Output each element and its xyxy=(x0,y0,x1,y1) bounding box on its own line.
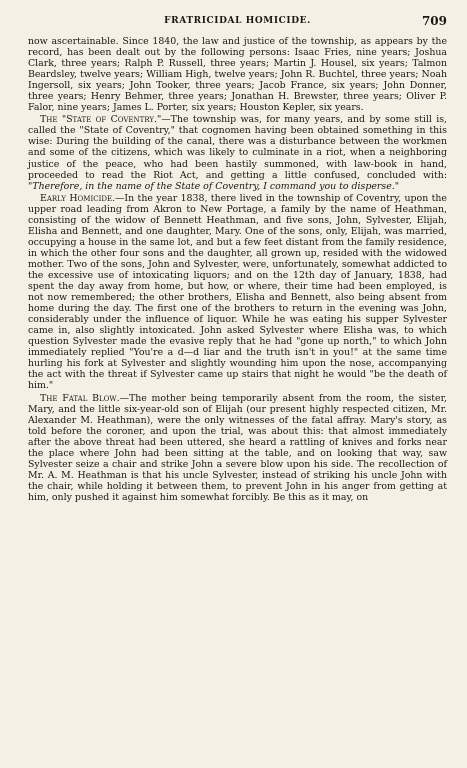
paragraph-text: —The township was, for many years, and by some still is, called the "State of Coventry," that cognomen having been obtained something in this wise: During the building of the canal, there was a disturbance between the workmen and some of the citizens, which was likely to culminate in a riot, when a neighboring justice of the peace, who had been hastily summoned, with law-book in hand, proceeded to read the Riot Act, and getting a little confused, concluded with: xyxy=(28,114,447,181)
paragraph-fatal-blow xyxy=(28,393,447,503)
running-head: FRATRICIDAL HOMICIDE. xyxy=(164,16,311,26)
paragraph-text: —In the year 1838, there lived in the township of Coventry, upon the upper road leading from Akron to New Portage, a family by the name of Heathman, consisting of the widow of Bennett Heathman, and five sons, John, Sylvester, Elijah, Elisha and Bennett, and one daughter, Mary. One of the sons, only, Elijah, was married, occupying a house in the same lot, and but a few feet distant from the family residence, in which the other four sons and the daughter, all grown up, resided with the widowed mother. Two of the sons, John and Sylvester, were, unfortunately, somewhat addicted to the excessive use of intoxicating liquors; and on the 12th day of January, 1838, had spent the day away from home, but how, or where, their time had been employed, is not now remembered; the other brothers, Elisha and Bennett, also being absent from home during the day. The first one of the brothers to return in the evening was John, considerably under the influence of liquor. While he was eating his supper Sylvester came in, also slightly intoxicated. John asked Sylvester where Elisha was, to which question Sylvester made the evasive reply that he had "gone up north," to which John immediately replied "You're a d—d liar and the truth isn't in you!" at the same time hurling his fork at Sylvester and slightly wounding him upon the nose, accompanying the act with the threat if Sylvester came up stairs that night he would "be the death of him." xyxy=(28,192,447,392)
italic-quote: "Therefore, in the name of the State of Coventry, I command you to disperse." xyxy=(28,180,400,192)
paragraph-early-homicide xyxy=(28,193,447,392)
section-heading: Early Homicide. xyxy=(40,192,116,204)
paragraph-justices xyxy=(28,36,447,113)
paragraph-state-of-coventry xyxy=(28,114,447,191)
paragraph-text: —The mother being temporarily absent from the room, the sister, Mary, and the little six-year-old son of Elijah (our present highly respected citizen, Mr. Alexander M. Heathman), were the only witnesses of the fatal affray. Mary's story, as told before the coroner, and upon the trial, was about this: that almost immediately after the above threat had been uttered, she heard a rattling of knives and forks near the place where John had been sitting at the table, and on looking that way, saw Sylvester seize a chair and strike John a severe blow upon his side. The recollection of Mr. A. M. Heathman is that his uncle Sylvester, instead of striking his uncle John with the chair, while holding it between them, to prevent John in his anger from getting at him, only pushed it against him somewhat forcibly. Be this as it may, on xyxy=(28,392,448,503)
section-heading: The "State of Coventry." xyxy=(40,114,162,126)
page-header xyxy=(28,14,447,36)
page-number: 709 xyxy=(421,14,447,28)
paragraph-text: now ascertainable. Since 1840, the law and justice of the township, as appears by the record, has been dealt out by the following persons: Isaac Fries, nine years; Joshua Clark, three years; Ralph P. Russell, three years; Martin J. Housel, six years; Talmon Beardsley, twelve years; William High, twelve years; John R. Buchtel, three years; Noah Ingersoll, six years; John Tooker, three years; Jacob France, six years; John Donner, three years; Henry Behmer, three years; Jonathan H. Brewster, three years; Oliver P. Falor, nine years; James L. Porter, six years; Houston Kepler, six years. xyxy=(28,36,447,114)
page-body xyxy=(28,36,447,503)
section-heading: The Fatal Blow. xyxy=(40,392,120,404)
